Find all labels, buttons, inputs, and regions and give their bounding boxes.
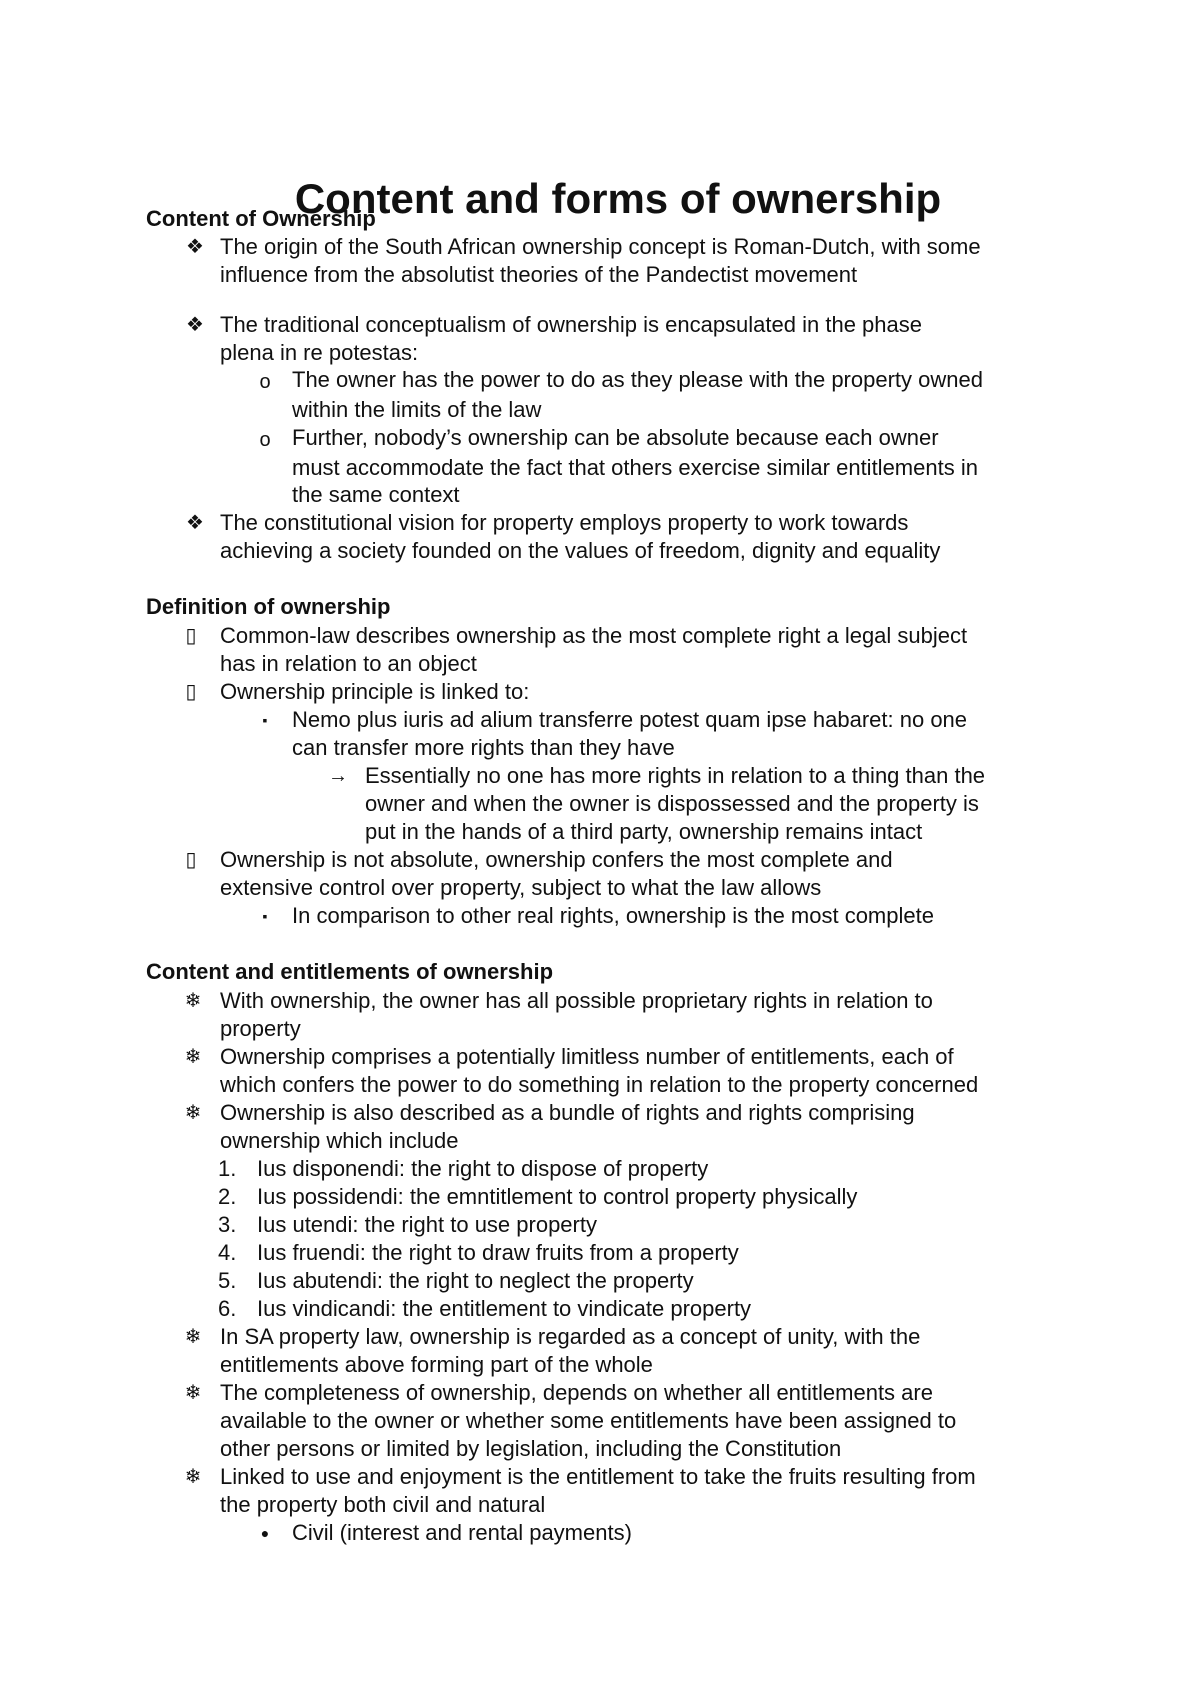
snowflake-bullet-icon: ❄ xyxy=(184,990,202,1012)
list-item-text: Ius abutendi: the right to neglect the property xyxy=(257,1268,694,1293)
list-item-text: achieving a society founded on the values of freedom, dignity and equality xyxy=(220,538,941,563)
section-heading-definition-of-ownership: Definition of ownership xyxy=(146,594,391,619)
list-item-text: The constitutional vision for property employs property to work towards xyxy=(220,510,909,535)
list-item-text: influence from the absolutist theories of the Pandectist movement xyxy=(220,262,858,287)
snowflake-bullet-icon: ❄ xyxy=(184,1382,202,1404)
list-item-text: Nemo plus iuris ad alium transferre potest quam ipse habaret: no one xyxy=(292,707,968,732)
list-item-text: In SA property law, ownership is regarded as a concept of unity, with the xyxy=(220,1324,921,1349)
list-item-text: Ownership is not absolute, ownership confers the most complete and xyxy=(220,847,893,872)
list-item-text: The traditional conceptualism of ownership is encapsulated in the phase xyxy=(220,312,922,337)
list-number: 1. xyxy=(218,1156,237,1181)
list-item-text: has in relation to an object xyxy=(220,651,477,676)
list-item-text: With ownership, the owner has all possible proprietary rights in relation to xyxy=(220,988,933,1013)
list-item-text: the same context xyxy=(292,482,460,507)
list-item-text: The completeness of ownership, depends on whether all entitlements are xyxy=(220,1380,933,1405)
diamond-bullet-icon: ❖ xyxy=(186,236,204,258)
list-item-text: plena in re potestas: xyxy=(220,340,419,365)
list-item-text: Further, nobody’s ownership can be absolute because each owner xyxy=(292,425,939,450)
section-heading-content-of-ownership: Content of Ownership xyxy=(146,206,376,231)
snowflake-bullet-icon: ❄ xyxy=(184,1046,202,1068)
list-number: 3. xyxy=(218,1212,237,1237)
list-item-text: property xyxy=(220,1016,301,1041)
list-item-text: Essentially no one has more rights in relation to a thing than the xyxy=(365,763,986,788)
box-bullet-icon: ▯ xyxy=(185,849,197,871)
list-item-text: extensive control over property, subject to what the law allows xyxy=(220,875,822,900)
list-item-text: Ius fruendi: the right to draw fruits from a property xyxy=(257,1240,739,1265)
list-item-text: owner and when the owner is dispossessed and the property is xyxy=(365,791,979,816)
list-number: 4. xyxy=(218,1240,237,1265)
list-number: 6. xyxy=(218,1296,237,1321)
snowflake-bullet-icon: ❄ xyxy=(184,1102,202,1124)
list-item-text: other persons or limited by legislation, including the Constitution xyxy=(220,1436,842,1461)
list-item-text: ownership which include xyxy=(220,1128,459,1153)
list-item-text: can transfer more rights than they have xyxy=(292,735,675,760)
list-item-text: which confers the power to do something in relation to the property concerned xyxy=(220,1072,979,1097)
list-item-text: put in the hands of a third party, ownership remains intact xyxy=(365,819,923,844)
circle-bullet-icon: o xyxy=(259,429,271,451)
section-heading-content-and-entitlements: Content and entitlements of ownership xyxy=(146,959,554,984)
diamond-bullet-icon: ❖ xyxy=(186,512,204,534)
snowflake-bullet-icon: ❄ xyxy=(184,1466,202,1488)
list-item-text: entitlements above forming part of the whole xyxy=(220,1352,653,1377)
list-item-text: The owner has the power to do as they please with the property owned xyxy=(292,367,983,392)
list-item-text: Linked to use and enjoyment is the entitlement to take the fruits resulting from xyxy=(220,1464,976,1489)
square-bullet-icon: ▪ xyxy=(262,712,268,728)
list-item-text: In comparison to other real rights, ownership is the most complete xyxy=(292,903,934,928)
box-bullet-icon: ▯ xyxy=(185,681,197,703)
page-title: Content and forms of ownership xyxy=(294,175,942,223)
list-item-text: Civil (interest and rental payments) xyxy=(292,1520,632,1545)
list-number: 5. xyxy=(218,1268,237,1293)
circle-bullet-icon: o xyxy=(259,371,271,393)
snowflake-bullet-icon: ❄ xyxy=(184,1326,202,1348)
square-bullet-icon: ▪ xyxy=(262,908,268,924)
list-item-text: must accommodate the fact that others exercise similar entitlements in xyxy=(292,455,978,480)
list-item-text: Ius utendi: the right to use property xyxy=(257,1212,597,1237)
list-item-text: Common-law describes ownership as the most complete right a legal subject xyxy=(220,623,968,648)
list-item-text: the property both civil and natural xyxy=(220,1492,546,1517)
list-item-text: within the limits of the law xyxy=(292,397,542,422)
list-item-text: Ownership is also described as a bundle of rights and rights comprising xyxy=(220,1100,915,1125)
box-bullet-icon: ▯ xyxy=(185,625,197,647)
list-item-text: Ownership principle is linked to: xyxy=(220,679,530,704)
list-item-text: Ownership comprises a potentially limitless number of entitlements, each of xyxy=(220,1044,954,1069)
arrow-bullet-icon: → xyxy=(328,765,348,787)
list-number: 2. xyxy=(218,1184,237,1209)
list-item-text: available to the owner or whether some entitlements have been assigned to xyxy=(220,1408,957,1433)
diamond-bullet-icon: ❖ xyxy=(186,314,204,336)
list-item-text: Ius possidendi: the emntitlement to control property physically xyxy=(257,1184,858,1209)
list-item-text: Ius vindicandi: the entitlement to vindicate property xyxy=(257,1296,752,1321)
list-item-text: Ius disponendi: the right to dispose of property xyxy=(257,1156,709,1181)
list-item-text: The origin of the South African ownership concept is Roman-Dutch, with some xyxy=(220,234,981,259)
dot-bullet-icon: ● xyxy=(260,1525,270,1541)
